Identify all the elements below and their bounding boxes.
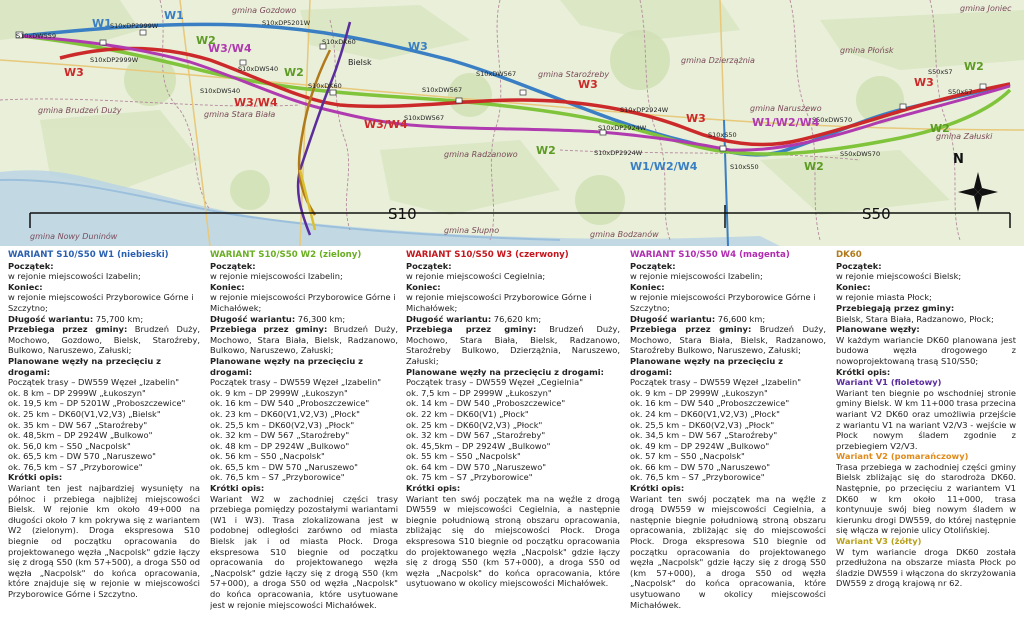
start-heading: Początek: — [8, 260, 54, 271]
node-label: S10xDW567 — [422, 86, 463, 94]
node-item: ok. 14 km – DW 540 „Proboszczewice" — [406, 398, 566, 409]
variant-label: W2 — [804, 160, 824, 173]
nodes-heading: Planowane węzły na przecięciu z drogami: — [406, 366, 604, 377]
node-label: S10xDW540 — [200, 87, 241, 95]
node-label: S10xDW559 — [16, 32, 57, 40]
variant-label: W1 — [164, 9, 184, 22]
desc-text: Wariant ten swój początek ma na węźle z drogą DW559 w miejscowości Cegielnia, a następnie biegnie południową stroną obszaru opracowania, zbliżając się do miejscowości Płock. Droga ekspresowa S10 biegnie od początku opracowania do projektowanego węzła „Nacpolsk" gdzie łączy się z drogą S50 (km 57+000), a droga S50 od węzła „Nacpolsk" do końca opracowania, które usytuowano w okolicy miejscowości Michałówek. — [630, 493, 826, 610]
nodes-heading: Planowane węzły: — [836, 324, 920, 335]
node-item: ok. 76,5 km – S7 „Przyborowice" — [630, 472, 765, 483]
end-text: w rejonie miasta Płock; — [836, 292, 932, 303]
variant-label: W1/W2/W4 — [752, 116, 820, 129]
node-item: ok. 25,5 km – DK60(V2,V3) „Płock" — [210, 419, 355, 430]
variant-v3-heading: Wariant V3 (żółty) — [836, 536, 922, 547]
start-heading: Początek: — [406, 260, 452, 271]
gminy-heading: Przebiega przez gminy: — [630, 324, 752, 335]
end-text: w rejonie miejscowości Przyborowice Górne i Michałówek; — [210, 292, 396, 313]
node-label: S50xS7 — [928, 68, 953, 76]
node-item: ok. 48,5km – DP 2924W „Bulkowo" — [8, 430, 153, 441]
node-item: ok. 22 km – DK60(V1) „Płock" — [406, 408, 529, 419]
segment-label-s10: S10 — [388, 205, 417, 223]
desc-heading: Krótki opis: — [210, 483, 265, 494]
length-heading: Długość wariantu: — [406, 313, 492, 324]
node-item: ok. 32 km – DW 567 „Staroźreby" — [210, 430, 350, 441]
end-heading: Koniec: — [210, 281, 245, 292]
variant-w1-column — [8, 250, 200, 620]
node-item: ok. 56 km – S50 „Nacpolsk" — [210, 451, 325, 462]
variant-v2-heading: Wariant V2 (pomarańczowy) — [836, 451, 969, 462]
gminy-text: Brudzeń Duży, Mochowo, Gozdowo, Bielsk, Staroźreby, Bulkowo, Naruszewo, Załuski; — [8, 324, 200, 356]
node-item: ok. 76,5 km – S7 „Przyborowice" — [210, 472, 345, 483]
node-label: S10xDP2924W — [620, 106, 669, 114]
node-item: Początek trasy – DW559 Węzeł „Izabelin" — [210, 377, 382, 388]
node-item: ok. 57 km – S50 „Nacpolsk" — [630, 451, 745, 462]
node-label: S10xDW567 — [404, 114, 445, 122]
node-item: ok. 24 km – DK60(V1,V2,V3) „Płock" — [630, 408, 780, 419]
node-item: ok. 49 km – DP 2924W „Bulkowo" — [630, 440, 770, 451]
gmina-label: gmina Bodzanów — [590, 230, 659, 239]
segment-label-s50: S50 — [862, 205, 891, 223]
node-item: ok. 75 km – S7 „Przyborowice" — [406, 472, 533, 483]
node-item: ok. 32 km – DW 567 „Staroźreby" — [406, 430, 546, 441]
nodes-text: W każdym wariancie DK60 planowana jest budowa węzła drogowego z nowoprojektowaną trasą S10/S50; — [836, 334, 1016, 366]
end-text: w rejonie miejscowości Przyborowice Górne i Szczytno; — [630, 292, 816, 313]
node-item: ok. 45,5km – DP 2924W „Bulkowo" — [406, 440, 551, 451]
node-item: ok. 76,5 km – S7 „Przyborowice" — [8, 461, 143, 472]
variant-v1-heading: Wariant V1 (fioletowy) — [836, 377, 942, 388]
start-heading: Początek: — [630, 260, 676, 271]
variant-label: W3 — [914, 76, 934, 89]
node-label: S10xDW567 — [476, 70, 517, 78]
length-heading: Długość wariantu: — [210, 313, 296, 324]
node-label: S10xS50 — [708, 131, 737, 139]
gmina-label: gmina Brudzeń Duży — [38, 106, 122, 115]
gmina-label: gmina Płońsk — [840, 46, 894, 55]
variant-label: W3 — [686, 112, 706, 125]
column-title: DK60 — [836, 250, 862, 260]
start-text: w rejonie miejscowości Bielsk; — [836, 271, 962, 282]
gminy-heading: Przebiega przez gminy: — [210, 324, 328, 335]
length-text: 75,700 km; — [95, 313, 144, 324]
length-heading: Długość wariantu: — [630, 313, 716, 324]
variant-label: W3/W4 — [234, 96, 278, 109]
start-text: w rejonie miejscowości Izabelin; — [630, 271, 763, 282]
node-item: ok. 23 km – DK60(V1,V2,V3) „Płock" — [210, 408, 360, 419]
length-text: 76,300 km; — [297, 313, 346, 324]
gmina-label: gmina Radzanowo — [444, 150, 518, 159]
desc-text: Wariant W2 w zachodniej części trasy przebiega pomiędzy pozostałymi wariantami (W1 i W3). Trasa zlokalizowana jest w podobnej odległości zarówno od miasta Bielsk jak i od miasta Płock. Droga ekspresowa S10 biegnie od początku opracowania do projektowanego węzła „Nacpolsk" gdzie łączy się z drogą S50 (km 57+000), a droga S50 od węzła „Nacpolsk" do końca opracowania, które usytuowane jest w rejonie miejscowości Michałówek. — [210, 493, 398, 610]
gmina-label: gmina Gozdowo — [232, 6, 297, 15]
variant-label: W2 — [536, 144, 556, 157]
node-label: S50xDW570 — [812, 116, 853, 124]
nodes-heading: Planowane węzły na przecięciu z drogami: — [210, 355, 363, 377]
node-item: Początek trasy – DW559 Węzeł „Izabelin" — [8, 377, 180, 388]
variant-label: W3/W4 — [208, 42, 252, 55]
desc-heading: Krótki opis: — [630, 483, 685, 494]
gminy-text: Brudzeń Duży, Mochowo, Stara Biała, Bielsk, Radzanowo, Bulkowo, Naruszewo, Załuski; — [210, 324, 398, 356]
node-item: Początek trasy – DW559 Węzeł „Cegielnia" — [406, 377, 584, 388]
end-text: w rejonie miejscowości Przyborowice Górne i Szczytno; — [8, 292, 194, 313]
length-text: 76,620 km; — [493, 313, 542, 324]
end-text: w rejonie miejscowości Przyborowice Górne i Michałówek; — [406, 292, 592, 313]
node-item: ok. 48 km – DP 2924W „Bulkowo" — [210, 440, 350, 451]
start-heading: Początek: — [210, 260, 256, 271]
variant-descriptions — [0, 246, 1024, 620]
node-item: ok. 8 km – DP 2999W „Łukoszyn" — [8, 387, 146, 398]
variant-label: W3 — [408, 40, 428, 53]
gmina-label: gmina Nowy Duninów — [30, 232, 118, 241]
nodes-heading: Planowane węzły na przecięciu z drogami: — [630, 355, 783, 377]
column-title: WARIANT S10/S50 W1 (niebieski) — [8, 250, 169, 260]
node-item: ok. 9 km – DP 2999W „Łukoszyn" — [630, 387, 768, 398]
node-item: ok. 25,5 km – DK60(V2,V3) „Płock" — [630, 419, 775, 430]
desc-text: Wariant ten jest najbardziej wysunięty na północ i przebiega najbliżej miejscowości Bielsk. W rejonie km około 49+000 na długości około 7 km pokrywa się z wariantem W2 (zielonym). Droga ekspresowa S10 biegnie od początku opracowania do projektowanego węzła „Nacpolsk" gdzie łączy się z drogą S50 (km 57+500), a droga S50 od węzła „Nacpolsk" do końca opracowania, które znajduje się w rejonie w miejscowości Przyborowice Górne i Szczytno. — [8, 483, 200, 599]
node-label: S10xDP2924W — [594, 149, 643, 157]
node-item: ok. 65,5 km – DW 570 „Naruszewo" — [210, 461, 358, 472]
end-heading: Koniec: — [630, 281, 665, 292]
nodes-heading: Planowane węzły na przecięciu z drogami: — [8, 355, 161, 377]
gmina-label: gmina Dzierzążnia — [681, 56, 755, 65]
variant-v1-text: Wariant ten biegnie po wschodniej stronie gminy Bielsk. W km 11+000 trasa przecina wariant V2 DK60 oraz umożliwia przejście z wariantu V1 na wariant V2/V3 - wejście w Płock nowym śladem zgodnie z przebiegiem V2/V3. — [836, 387, 1016, 451]
node-label: S10xS50 — [730, 163, 759, 171]
length-text: 76,600 km; — [717, 313, 766, 324]
gminy-text: Brudzeń Duży, Mochowo, Stara Biała, Bielsk, Radzanowo, Staroźreby Bulkowo, Dzierzążnia, Naruszewo, Załuski; — [406, 324, 620, 366]
node-item: ok. 34,5 km – DW 567 „Staroźreby" — [630, 430, 778, 441]
variant-label: W2 — [284, 66, 304, 79]
route-map — [0, 0, 1024, 246]
gmina-label: gmina Słupno — [444, 226, 500, 235]
node-item: ok. 65,5 km – DW 570 „Naruszewo" — [8, 451, 156, 462]
node-label: S50xDW570 — [840, 150, 881, 158]
variant-label: W1/W2/W4 — [630, 160, 698, 173]
node-item: ok. 25 km – DK60(V2,V3) „Płock" — [406, 419, 543, 430]
variant-w4-column — [630, 250, 826, 620]
gmina-label: gmina Joniec — [960, 4, 1012, 13]
node-item: ok. 16 km – DW 540 „Proboszczewice" — [210, 398, 370, 409]
gmina-label: gmina Stara Biała — [204, 110, 276, 119]
node-item: ok. 7,5 km – DP 2999W „Łukoszyn" — [406, 387, 552, 398]
node-label: S10xDP2924W — [598, 124, 647, 132]
variant-label: W3 — [64, 66, 84, 79]
desc-heading: Krótki opis: — [406, 483, 461, 494]
desc-heading: Krótki opis: — [836, 366, 891, 377]
gminy-text: Brudzeń Duży, Mochowo, Stara Biała, Bielsk, Radzanowo, Staroźreby Bulkowo, Naruszewo, Załuski; — [630, 324, 826, 356]
start-heading: Początek: — [836, 260, 882, 271]
column-title: WARIANT S10/S50 W3 (czerwony) — [406, 250, 569, 260]
node-item: ok. 55 km – S50 „Nacpolsk" — [406, 451, 521, 462]
north-arrow-icon: N — [953, 152, 964, 167]
gmina-label: gmina Załuski — [936, 132, 993, 141]
node-item: Początek trasy – DW559 Węzeł „Izabelin" — [630, 377, 802, 388]
gminy-heading: Przebiegają przez gminy: — [836, 302, 955, 313]
column-title: WARIANT S10/S50 W4 (magenta) — [630, 250, 790, 260]
variant-label: W2 — [930, 122, 950, 135]
variant-label: W1 — [92, 17, 112, 30]
node-label: S10xDK60 — [308, 82, 342, 90]
node-item: ok. 19,5 km – DP 5201W „Proboszczewice" — [8, 398, 186, 409]
end-heading: Koniec: — [8, 281, 43, 292]
node-item: ok. 56,0 km – S50 „Nacpolsk" — [8, 440, 131, 451]
node-item: ok. 66 km – DW 570 „Naruszewo" — [630, 461, 771, 472]
node-label: S10xDK60 — [322, 38, 356, 46]
node-item: ok. 25 km – DK60(V1,V2,V3) „Bielsk" — [8, 408, 161, 419]
node-item: ok. 35 km – DW 567 „Staroźreby" — [8, 419, 148, 430]
gminy-heading: Przebiega przez gminy: — [8, 324, 128, 335]
variant-w3-column — [406, 250, 620, 620]
end-heading: Koniec: — [406, 281, 441, 292]
length-heading: Długość wariantu: — [8, 313, 94, 324]
variant-v2-text: Trasa przebiega w zachodniej części gminy Bielsk zbliżając się do starodroża DK60. Następnie, po przecięciu z wariantem V1 DK60 w km około 11+000, trasa kontynuuje swój bieg nowym śladem w kierunku drogi DW559, do której następnie się włącza w rejonie ulicy Otolińskiej. — [836, 461, 1016, 536]
gmina-label: gmina Naruszewo — [750, 104, 822, 113]
gmina-label: gmina Staroźreby — [538, 70, 610, 79]
node-item: ok. 16 km – DW 540 „Proboszczewice" — [630, 398, 790, 409]
variant-v3-text: W tym wariancie droga DK60 została przedłużona na obszarze miasta Płock po śladzie DW559 i włączona do skrzyżowania DW559 z drogą krajową nr 62. — [836, 546, 1016, 589]
desc-heading: Krótki opis: — [8, 472, 63, 483]
column-title: WARIANT S10/S50 W2 (zielony) — [210, 250, 362, 260]
end-heading: Koniec: — [836, 281, 871, 292]
start-text: w rejonie miejscowości Cegielnia; — [406, 271, 546, 282]
variant-w2-column — [210, 250, 398, 620]
variant-label: W3/W4 — [364, 118, 408, 131]
node-label: S10xDP2999W — [90, 56, 139, 64]
node-label: S10xDP2999W — [110, 22, 159, 30]
node-label: S10xDP5201W — [262, 19, 311, 27]
variant-label: W3 — [578, 78, 598, 91]
node-item: ok. 9 km – DP 2999W „Łukoszyn" — [210, 387, 348, 398]
desc-text: Wariant ten swój początek ma na węźle z drogą DW559 w miejscowości Cegielnia, a następnie biegnie południową stroną obszaru opracowania, zbliżając się do miejscowości Płock. Droga ekspresowa S10 biegnie od początku opracowania do projektowanego węzła „Nacpolsk" gdzie łączy się z drogą S50 (km 57+000), a droga S50 od węzła „Nacpolsk" do końca opracowania, które usytuowano w okolicy miejscowości Michałówek. — [406, 493, 620, 589]
variant-label: W2 — [964, 60, 984, 73]
variant-label: W2 — [196, 34, 216, 47]
node-label: S50xS7 — [948, 88, 973, 96]
dk60-column — [836, 250, 1016, 620]
gminy-heading: Przebiega przez gminy: — [406, 324, 537, 335]
town-label: Bielsk — [348, 58, 372, 67]
start-text: w rejonie miejscowości Izabelin; — [8, 271, 141, 282]
start-text: w rejonie miejscowości Izabelin; — [210, 271, 343, 282]
node-label: S10xDW540 — [238, 65, 279, 73]
gminy-text: Bielsk, Stara Biała, Radzanowo, Płock; — [836, 313, 994, 324]
node-item: ok. 64 km – DW 570 „Naruszewo" — [406, 461, 547, 472]
